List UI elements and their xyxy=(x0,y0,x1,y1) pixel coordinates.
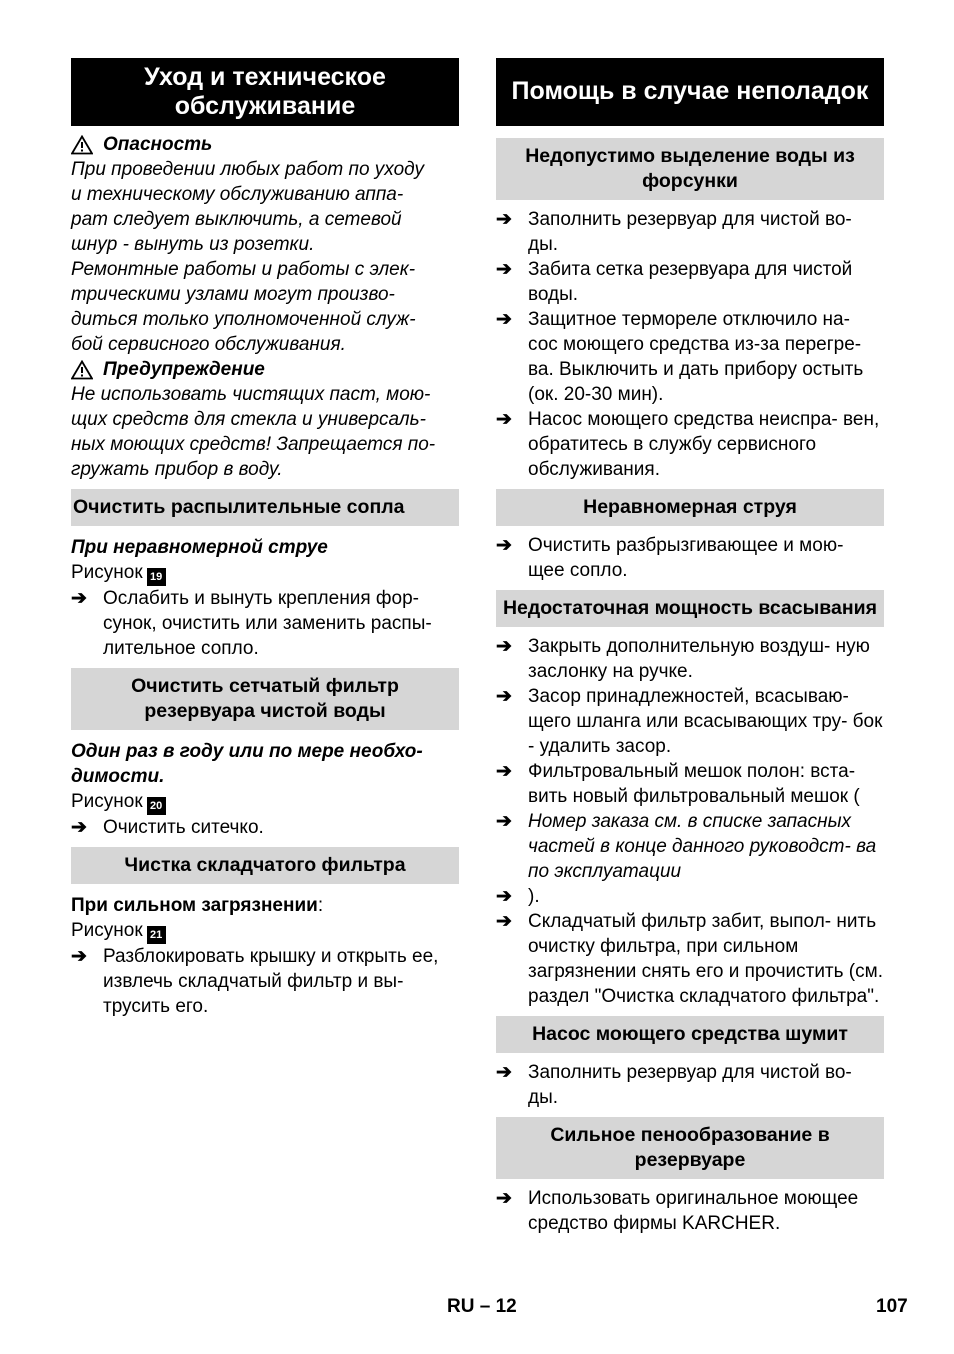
danger-text-line: и техническому обслуживанию аппа- xyxy=(71,184,404,205)
arrow-right-icon: ➔ xyxy=(71,588,87,609)
danger-text-line: При проведении любых работ по уходу xyxy=(71,159,424,180)
subsection-title-mesh-filter: Очистить сетчатый фильтр резервуара чистой воды xyxy=(71,668,459,730)
warning-text-line: гружать прибор в воду. xyxy=(71,459,283,480)
figure-ref: Рисунок 20 xyxy=(71,789,459,815)
arrow-right-icon: ➔ xyxy=(496,209,512,230)
arrow-right-icon: ➔ xyxy=(496,686,512,707)
left-column xyxy=(71,58,459,1019)
condition-text: При неравномерной струе xyxy=(71,537,328,558)
list-item: ➔ Насос моющего средства неиспра- вен, обратитесь в службу сервисного обслуживания. xyxy=(496,409,880,480)
warning-heading: Предупреждение xyxy=(103,359,265,380)
condition-text: Один раз в году или по мере необхо- димости. xyxy=(71,741,423,787)
subsection-title-nozzles: Очистить распылительные сопла xyxy=(71,489,459,526)
danger-text-line: диться только уполномоченной служ- xyxy=(71,309,416,330)
arrow-right-icon: ➔ xyxy=(496,636,512,657)
section-title-troubleshooting: Помощь в случае неполадок xyxy=(496,58,884,126)
arrow-right-icon: ➔ xyxy=(496,811,512,832)
subsection-title-uneven-spray: Неравномерная струя xyxy=(496,489,884,526)
danger-text-line: Ремонтные работы и работы с элек- xyxy=(71,259,416,280)
arrow-right-icon: ➔ xyxy=(71,946,87,967)
section-title-maintenance: Уход и техническое обслуживание xyxy=(71,58,459,126)
figure-number-badge: 20 xyxy=(147,797,166,815)
subsection-title-pleated-filter: Чистка складчатого фильтра xyxy=(71,847,459,884)
page-label: RU – 12 xyxy=(447,1296,517,1317)
arrow-right-icon: ➔ xyxy=(496,911,512,932)
warning-triangle-icon xyxy=(71,135,93,155)
list-item: ➔ Номер заказа см. в списке запасных частей в конце данного руководст- ва по эксплуатации xyxy=(496,811,877,882)
right-column xyxy=(496,58,884,1236)
list-item: ➔ Заполнить резервуар для чистой во- ды. xyxy=(496,1062,852,1108)
list-item: ➔ Очистить ситечко. xyxy=(71,817,264,838)
page-number: 107 xyxy=(876,1296,908,1317)
warning-text-line: ных моющих средств! Запрещается по- xyxy=(71,434,436,455)
list-item: ➔ Забита сетка резервуара для чистой воды. xyxy=(496,259,853,305)
figure-number-badge: 21 xyxy=(147,926,166,944)
warning-triangle-icon xyxy=(71,360,93,380)
danger-text-line: трическими узлами могут произво- xyxy=(71,284,395,305)
list-item: ➔ Заполнить резервуар для чистой во- ды. xyxy=(496,209,852,255)
list-item: ➔ Защитное термореле отключило на- сос моющего средства из-за перегре- ва. Выключить и дать прибору остыть (ок. 20-30 мин). xyxy=(496,309,864,405)
condition-text: При сильном загрязнении: xyxy=(71,895,324,916)
subsection-title-foaming: Сильное пенообразование в резервуаре xyxy=(496,1117,884,1179)
danger-text-line: шнур - вынуть из розетки. xyxy=(71,234,315,255)
danger-text-line: рат следует выключить, а сетевой xyxy=(71,209,402,230)
arrow-right-icon: ➔ xyxy=(496,886,512,907)
subsection-title-pump-noise: Насос моющего средства шумит xyxy=(496,1016,884,1053)
warning-block xyxy=(71,357,459,482)
list-item: ➔ Закрыть дополнительную воздуш- ную заслонку на ручке. xyxy=(496,636,870,682)
subsection-title-no-water: Недопустимо выделение воды из форсунки xyxy=(496,138,884,200)
danger-block xyxy=(71,132,459,357)
arrow-right-icon: ➔ xyxy=(496,409,512,430)
arrow-right-icon: ➔ xyxy=(496,761,512,782)
list-item: ➔ ). xyxy=(496,886,540,907)
list-item: ➔ Ослабить и вынуть крепления фор- сунок, очистить или заменить распы- лительное сопло. xyxy=(71,588,432,659)
list-item: ➔ Использовать оригинальное моющее средство фирмы KARCHER. xyxy=(496,1188,859,1234)
arrow-right-icon: ➔ xyxy=(496,1188,512,1209)
figure-ref: Рисунок 21 xyxy=(71,918,459,944)
danger-heading: Опасность xyxy=(103,134,213,155)
arrow-right-icon: ➔ xyxy=(496,535,512,556)
arrow-right-icon: ➔ xyxy=(496,1062,512,1083)
list-item: ➔ Засор принадлежностей, всасываю- щего шланга или всасывающих тру- бок - удалить засор. xyxy=(496,686,883,757)
list-item: ➔ Очистить разбрызгивающее и мою- щее сопло. xyxy=(496,535,844,581)
subsection-title-low-suction: Недостаточная мощность всасывания xyxy=(496,590,884,627)
arrow-right-icon: ➔ xyxy=(496,309,512,330)
list-item: ➔ Разблокировать крышку и открыть ее, извлечь складчатый фильтр и вы- трусить его. xyxy=(71,946,439,1017)
figure-number-badge: 19 xyxy=(147,568,166,586)
danger-text-line: бой сервисного обслуживания. xyxy=(71,334,346,355)
arrow-right-icon: ➔ xyxy=(496,259,512,280)
arrow-right-icon: ➔ xyxy=(71,817,87,838)
warning-text-line: Не использовать чистящих паст, мою- xyxy=(71,384,431,405)
figure-ref: Рисунок 19 xyxy=(71,560,459,586)
list-item: ➔ Фильтровальный мешок полон: вста- вить новый фильтровальный мешок ( xyxy=(496,761,860,807)
list-item: ➔ Складчатый фильтр забит, выпол- нить очистку фильтра, при сильном загрязнении снять его и прочистить (см. раздел "Очистка складчатого фильтра". xyxy=(496,911,883,1007)
warning-text-line: щих средств для стекла и универсаль- xyxy=(71,409,426,430)
